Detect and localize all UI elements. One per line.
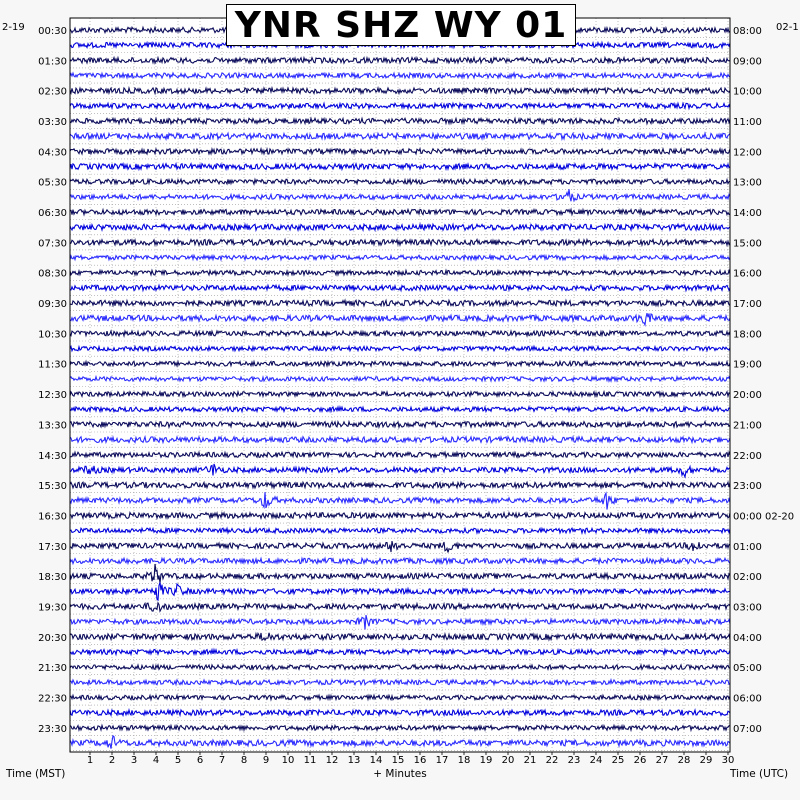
x-tick-label: 7 <box>218 755 226 766</box>
x-tick-label: 6 <box>196 755 204 766</box>
right-time-label: 17:00 <box>733 299 762 311</box>
x-tick-label: 30 <box>721 755 735 766</box>
right-time-label: 16:00 <box>733 268 762 280</box>
left-time-label: 07:30 <box>38 238 67 250</box>
left-time-label: 19:30 <box>38 602 67 614</box>
left-time-label: 23:30 <box>38 723 67 735</box>
left-date-label: 2-19 <box>2 22 25 33</box>
x-tick-label: 9 <box>262 755 270 766</box>
left-time-label: 08:30 <box>38 268 67 280</box>
right-time-label: 09:00 <box>733 56 762 68</box>
left-time-label: 06:30 <box>38 208 67 220</box>
x-tick-label: 12 <box>325 755 339 766</box>
right-time-label: 04:00 <box>733 632 762 644</box>
x-tick-label: 4 <box>152 755 160 766</box>
left-time-label: 12:30 <box>38 390 67 402</box>
left-time-label: 00:30 <box>38 26 67 37</box>
left-time-label: 13:30 <box>38 420 67 432</box>
chart-title: YNR SHZ WY 01 <box>226 4 576 46</box>
right-time-label: 22:00 <box>733 450 762 462</box>
right-time-label: 23:00 <box>733 481 762 493</box>
right-time-label: 13:00 <box>733 177 762 189</box>
left-time-label: 10:30 <box>38 329 67 341</box>
right-time-label: 20:00 <box>733 390 762 402</box>
x-tick-label: 8 <box>240 755 248 766</box>
left-time-label: 09:30 <box>38 299 67 311</box>
x-tick-label: 14 <box>369 755 383 766</box>
left-time-label: 01:30 <box>38 56 67 68</box>
right-time-label: 18:00 <box>733 329 762 341</box>
x-tick-label: 21 <box>523 755 537 766</box>
x-tick-label: 16 <box>413 755 427 766</box>
x-tick-label: 25 <box>611 755 625 766</box>
x-tick-label: 29 <box>699 755 713 766</box>
left-time-label: 22:30 <box>38 693 67 705</box>
right-time-label: 01:00 <box>733 541 762 553</box>
right-time-label: 21:00 <box>733 420 762 432</box>
left-time-label: 16:30 <box>38 511 67 523</box>
right-time-label: 12:00 <box>733 147 762 159</box>
x-tick-label: 15 <box>391 755 405 766</box>
x-tick-label: 5 <box>174 755 182 766</box>
left-time-label: 04:30 <box>38 147 67 159</box>
right-time-label: 19:00 <box>733 359 762 371</box>
left-axis-title: Time (MST) <box>6 768 66 780</box>
left-time-label: 03:30 <box>38 117 67 129</box>
plot-background <box>70 18 730 752</box>
right-time-label: 10:00 <box>733 86 762 98</box>
right-time-label: 11:00 <box>733 117 762 129</box>
right-date-label: 02-1 <box>776 22 799 33</box>
x-tick-label: 22 <box>545 755 559 766</box>
left-time-label: 18:30 <box>38 572 67 584</box>
left-time-label: 14:30 <box>38 450 67 462</box>
x-tick-label: 11 <box>303 755 317 766</box>
left-time-label: 21:30 <box>38 663 67 675</box>
x-tick-label: 13 <box>347 755 361 766</box>
x-tick-label: 20 <box>501 755 515 766</box>
right-time-label: 00:00 02-20 <box>733 511 795 523</box>
left-time-label: 02:30 <box>38 86 67 98</box>
x-tick-label: 28 <box>677 755 691 766</box>
x-tick-label: 2 <box>108 755 116 766</box>
right-axis-title: Time (UTC) <box>730 768 789 780</box>
left-time-label: 17:30 <box>38 541 67 553</box>
x-tick-label: 24 <box>589 755 603 766</box>
x-tick-label: 27 <box>655 755 669 766</box>
left-time-label: 05:30 <box>38 177 67 189</box>
x-tick-label: 3 <box>130 755 138 766</box>
right-time-label: 06:00 <box>733 693 762 705</box>
left-time-label: 11:30 <box>38 359 67 371</box>
x-axis-title: + Minutes <box>373 768 427 780</box>
right-time-label: 08:00 <box>733 26 762 37</box>
right-time-label: 02:00 <box>733 572 762 584</box>
x-tick-label: 1 <box>86 755 94 766</box>
right-time-label: 05:00 <box>733 663 762 675</box>
x-tick-label: 18 <box>457 755 471 766</box>
right-time-label: 15:00 <box>733 238 762 250</box>
x-tick-label: 19 <box>479 755 493 766</box>
left-time-label: 15:30 <box>38 481 67 493</box>
right-time-label: 07:00 <box>733 723 762 735</box>
x-tick-label: 17 <box>435 755 449 766</box>
right-time-label: 14:00 <box>733 208 762 220</box>
x-tick-label: 23 <box>567 755 581 766</box>
right-time-label: 03:00 <box>733 602 762 614</box>
left-time-label: 20:30 <box>38 632 67 644</box>
x-tick-label: 26 <box>633 755 647 766</box>
x-tick-label: 10 <box>281 755 295 766</box>
